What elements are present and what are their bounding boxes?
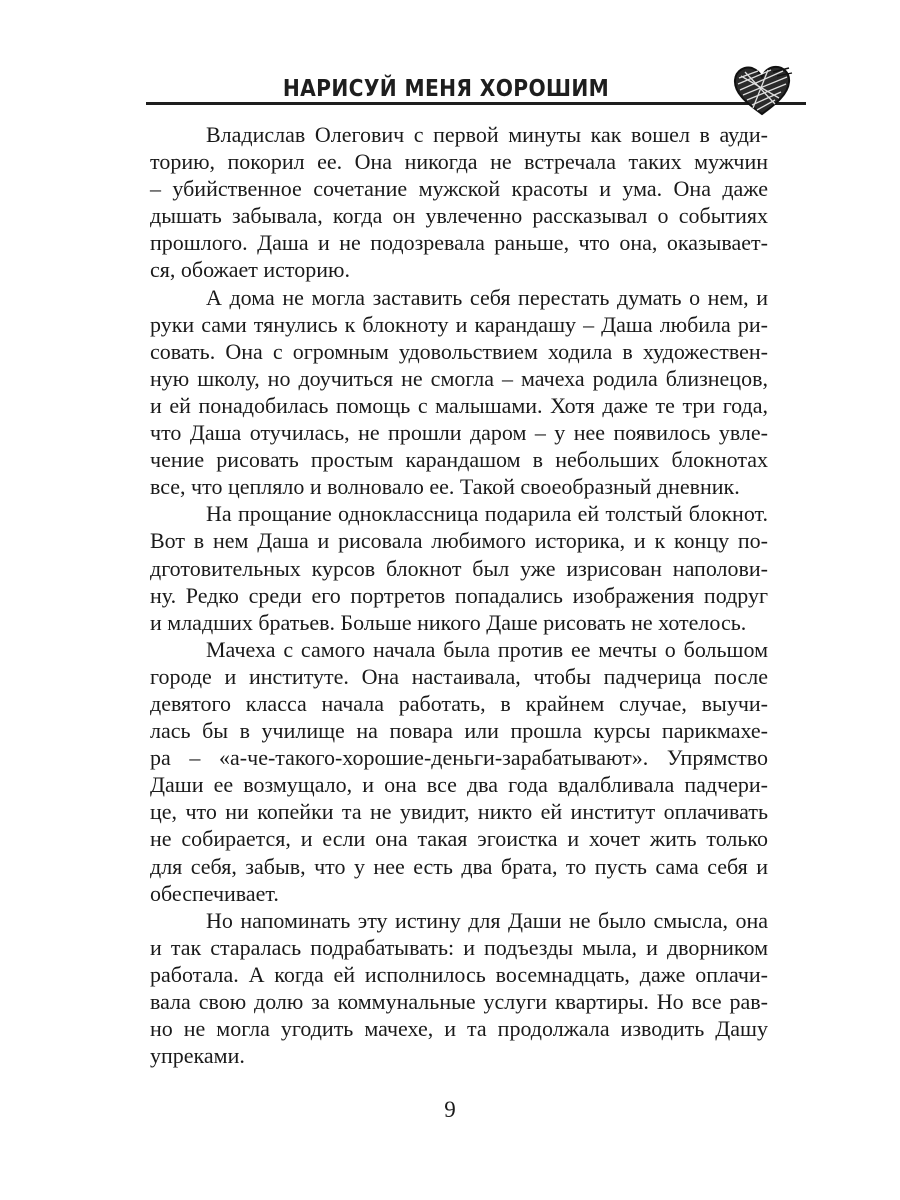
text-line: руки сами тянулись к блокноту и карандашу – Даша любила ри- [150,311,768,337]
text-line: ну. Редко среди его портретов попадались изображения подруг [150,582,768,608]
text-line: работала. А когда ей исполнилось восемнадцать, даже оплачи- [150,961,768,987]
text-line: торию, покорил ее. Она никогда не встречала таких мужчин [150,149,768,175]
text-line: но не могла угодить мачехе, и та продолжала изводить Дашу [150,1016,768,1042]
page-number: 9 [444,1097,456,1122]
paragraph-2 [150,284,768,501]
text-line: це, что ни копейки та не увидит, никто ей институт оплачивать [150,799,768,825]
text-line: ную школу, но доучиться не смогла – мачеха родила близнецов, [150,365,768,391]
text-line: дготовительных курсов блокнот был уже изрисован наполови- [150,555,768,581]
scribbled-heart-icon [731,64,793,118]
text-line: Владислав Олегович с первой минуты как вошел в ауди- [206,122,768,147]
paragraph-4 [150,636,768,907]
text-line: На прощание одноклассница подарила ей толстый блокнот. [206,501,768,527]
text-line: не собирается, и если она такая эгоистка и хочет жить только [150,826,768,852]
paragraph-3 [150,500,768,635]
text-line: городе и институте. Она настаивала, чтобы падчерица после [150,663,768,689]
paragraph-5 [150,907,768,1070]
text-line: Вот в нем Даша и рисовала любимого историка, и к концу по- [150,528,768,554]
paragraph-1 [150,121,768,284]
text-line: все, что цепляло и волновало ее. Такой своеобразный дневник. [150,474,740,500]
text-line: девятого класса начала работать, в крайнем случае, выучи- [150,690,768,716]
text-line: обеспечивает. [150,880,279,906]
text-line: чение рисовать простым карандашом в небольших блокнотах [150,447,768,473]
body-text [150,121,768,1069]
text-line: и ей понадобилась помощь с малышами. Хотя даже те три года, [150,392,768,418]
text-line: Даши ее возмущало, и она все два года вдалбливала падчери- [150,772,768,798]
text-line: что Даша отучилась, не прошли даром – у нее появилось увле- [150,420,768,446]
header-rule [146,102,806,105]
text-line: – убийственное сочетание мужской красоты и ума. Она даже [150,176,768,202]
text-line: упреками. [150,1043,245,1069]
text-line: для себя, забыв, что у нее есть два брата, то пусть сама себя и [150,853,768,879]
running-header [146,64,806,112]
text-line: и младших братьев. Больше никого Даше рисовать не хотелось. [150,609,747,635]
text-line: лась бы в училище на повара или прошла курсы парикмахе- [150,718,768,744]
text-line: ся, обожает историю. [150,257,350,283]
text-line: вала свою долю за коммунальные услуги квартиры. Но все рав- [150,989,768,1014]
text-line: и так старалась подрабатывать: и подъезды мыла, и дворником [150,934,768,960]
text-line: дышать забывала, когда он увлеченно рассказывал о событиях [150,203,768,229]
text-line: прошлого. Даша и не подозревала раньше, что она, оказывает- [150,230,768,256]
text-line: Но напоминать эту истину для Даши не было смысла, она [206,907,768,933]
text-line: А дома не могла заставить себя перестать думать о нем, и [206,284,768,310]
text-line: Мачеха с самого начала была против ее мечты о большом [206,636,768,662]
running-header-title: НАРИСУЙ МЕНЯ ХОРОШИМ [282,76,610,102]
text-line: совать. Она с огромным удовольствием ходила в художествен- [150,338,768,364]
text-line: ра – «а-че-такого-хорошие-деньги-зарабатывают». Упрямство [150,745,768,771]
